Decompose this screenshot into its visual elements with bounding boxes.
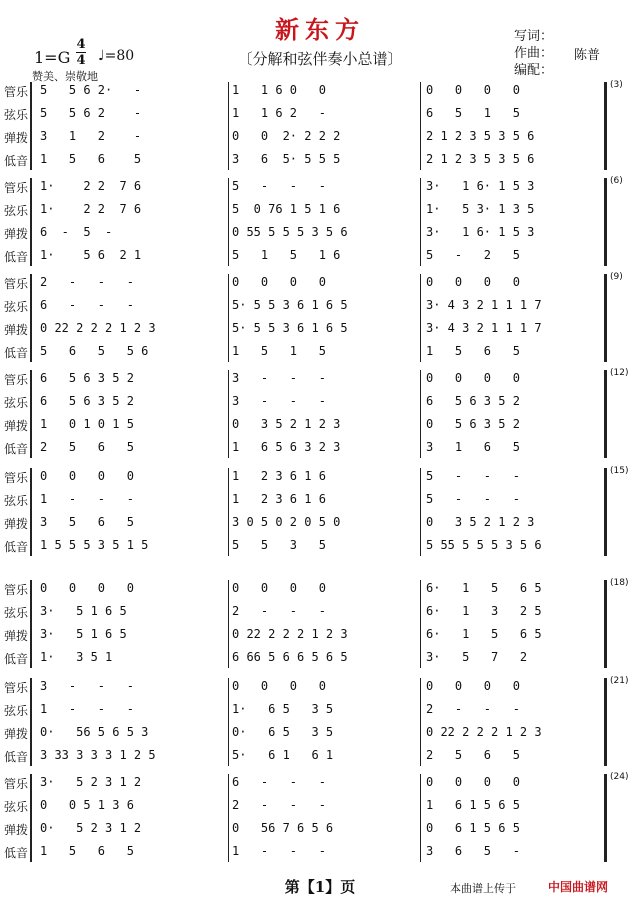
measure: 1 5 5 5 3 5 1 5 bbox=[40, 538, 149, 552]
time-top: 4 bbox=[76, 37, 86, 52]
measure: 0· 56 5 6 5 3 bbox=[40, 725, 149, 739]
measure: 1 6 1 5 6 5 bbox=[426, 798, 520, 812]
measure: 0 22 2 2 2 1 2 3 bbox=[232, 627, 348, 641]
measure: 6· 1 5 6 5 bbox=[426, 581, 542, 595]
instrument-label: 管乐 bbox=[4, 583, 29, 597]
tempo-marking: ♩=80 bbox=[98, 48, 135, 64]
instrument-label: 管乐 bbox=[4, 471, 29, 485]
measure: 0 5 6 3 5 2 bbox=[426, 417, 520, 431]
staff-row bbox=[0, 272, 640, 294]
instrument-label: 弹拨 bbox=[4, 823, 29, 837]
measure: 5 - - - bbox=[426, 469, 520, 483]
site-logo: 中国曲谱网 bbox=[548, 880, 609, 894]
measure: 0 55 5 5 5 3 5 6 bbox=[232, 225, 348, 239]
instrument-label: 弦乐 bbox=[4, 606, 29, 620]
measure: 1 5 6 5 bbox=[426, 344, 520, 358]
measure: 0 22 2 2 2 1 2 3 bbox=[426, 725, 542, 739]
measure: 3 1 6 5 bbox=[426, 440, 520, 454]
measure: 3 6 5· 5 5 5 bbox=[232, 152, 341, 166]
measure: 3· 4 3 2 1 1 1 7 bbox=[426, 321, 542, 335]
measure: 2 1 2 3 5 3 5 6 bbox=[426, 129, 535, 143]
measure: 3· 5 7 2 bbox=[426, 650, 528, 664]
measure: 1 - - - bbox=[40, 702, 134, 716]
instrument-label: 弦乐 bbox=[4, 204, 29, 218]
measure: 6 5 6 3 5 2 bbox=[426, 394, 520, 408]
instrument-label: 管乐 bbox=[4, 777, 29, 791]
staff-row bbox=[0, 578, 640, 600]
measure: 3· 5 2 3 1 2 bbox=[40, 775, 142, 789]
measure: 6 - 5 - bbox=[40, 225, 113, 239]
staff-row bbox=[0, 245, 640, 267]
measure: 1 5 1 5 bbox=[232, 344, 326, 358]
instrument-label: 弹拨 bbox=[4, 727, 29, 741]
measure: 3 5 6 5 bbox=[40, 515, 134, 529]
measure-number: (3) bbox=[610, 80, 623, 90]
system-6 bbox=[0, 578, 640, 670]
staff-row bbox=[0, 295, 640, 317]
measure: 5 - - - bbox=[232, 179, 326, 193]
measure: 0 0 0 0 bbox=[426, 775, 520, 789]
measure: 2 1 2 3 5 3 5 6 bbox=[426, 152, 535, 166]
system-7 bbox=[0, 676, 640, 768]
measure: 6· 1 5 6 5 bbox=[426, 627, 542, 641]
measure: 3 - - - bbox=[232, 394, 326, 408]
score-title: 新东方 bbox=[275, 15, 365, 44]
measure-number: (9) bbox=[610, 272, 623, 282]
measure: 6 5 6 3 5 2 bbox=[40, 394, 134, 408]
measure-number: (6) bbox=[610, 176, 623, 186]
key-signature: 1=G bbox=[34, 48, 71, 67]
measure: 1 6 5 6 3 2 3 bbox=[232, 440, 341, 454]
instrument-label: 管乐 bbox=[4, 85, 29, 99]
measure: 1· 6 5 3 5 bbox=[232, 702, 334, 716]
measure: 3 6 5 - bbox=[426, 844, 520, 858]
measure: 2 - - - bbox=[40, 275, 134, 289]
measure: 0 0 0 0 bbox=[232, 581, 326, 595]
instrument-label: 低音 bbox=[4, 250, 29, 264]
measure-number: (24) bbox=[610, 772, 629, 782]
instrument-label: 管乐 bbox=[4, 681, 29, 695]
measure: 1 1 6 0 0 bbox=[232, 83, 326, 97]
measure: 3 - - - bbox=[40, 679, 134, 693]
score-subtitle: 〔分解和弦伴奏小总谱〕 bbox=[237, 50, 403, 68]
measure: 3· 5 1 6 5 bbox=[40, 604, 127, 618]
measure: 1· 5 6 2 1 bbox=[40, 248, 142, 262]
staff-row bbox=[0, 176, 640, 198]
measure: 3 1 2 - bbox=[40, 129, 142, 143]
measure: 2 - - - bbox=[426, 702, 520, 716]
measure: 5 5 3 5 bbox=[232, 538, 326, 552]
measure: 6 - - - bbox=[232, 775, 326, 789]
measure: 3· 1 6· 1 5 3 bbox=[426, 179, 535, 193]
measure: 1 2 3 6 1 6 bbox=[232, 492, 326, 506]
staff-row bbox=[0, 795, 640, 817]
staff-row bbox=[0, 489, 640, 511]
staff-row bbox=[0, 318, 640, 340]
measure: 0 0 0 0 bbox=[232, 679, 326, 693]
instrument-label: 弹拨 bbox=[4, 517, 29, 531]
instrument-label: 弹拨 bbox=[4, 131, 29, 145]
instrument-label: 弦乐 bbox=[4, 396, 29, 410]
measure: 0 0 0 0 bbox=[426, 83, 520, 97]
system-5 bbox=[0, 466, 640, 558]
system-2 bbox=[0, 176, 640, 268]
measure: 0 0 5 1 3 6 bbox=[40, 798, 134, 812]
expression-marking: 赞美、崇敬地 bbox=[32, 70, 98, 83]
measure: 1 - - - bbox=[232, 844, 326, 858]
page-number: 第【1】页 bbox=[284, 878, 356, 896]
measure: 5 - 2 5 bbox=[426, 248, 520, 262]
instrument-label: 低音 bbox=[4, 154, 29, 168]
measure: 3 0 5 0 2 0 5 0 bbox=[232, 515, 341, 529]
measure: 2 5 6 5 bbox=[40, 440, 134, 454]
measure-number: (15) bbox=[610, 466, 629, 476]
staff-row bbox=[0, 772, 640, 794]
instrument-label: 弦乐 bbox=[4, 494, 29, 508]
staff-row bbox=[0, 818, 640, 840]
arranger-label: 编配： bbox=[514, 63, 554, 78]
staff-row bbox=[0, 722, 640, 744]
measure: 0 6 1 5 6 5 bbox=[426, 821, 520, 835]
measure: 1 5 6 5 bbox=[40, 844, 134, 858]
measure: 0 0 0 0 bbox=[40, 469, 134, 483]
instrument-label: 弹拨 bbox=[4, 629, 29, 643]
staff-row bbox=[0, 341, 640, 363]
measure: 1· 2 2 7 6 bbox=[40, 179, 142, 193]
staff-row bbox=[0, 676, 640, 698]
measure: 5 55 5 5 5 3 5 6 bbox=[426, 538, 542, 552]
measure: 5 0 76 1 5 1 6 bbox=[232, 202, 341, 216]
measure: 0· 6 5 3 5 bbox=[232, 725, 334, 739]
measure: 3 33 3 3 3 1 2 5 bbox=[40, 748, 156, 762]
measure: 2 - - - bbox=[232, 798, 326, 812]
measure: 5 5 6 2 - bbox=[40, 106, 142, 120]
measure: 2 - - - bbox=[232, 604, 326, 618]
measure: 3· 5 1 6 5 bbox=[40, 627, 127, 641]
measure: 3· 4 3 2 1 1 1 7 bbox=[426, 298, 542, 312]
measure: 6· 1 3 2 5 bbox=[426, 604, 542, 618]
source-note: 本曲谱上传于 bbox=[450, 882, 516, 895]
instrument-label: 低音 bbox=[4, 540, 29, 554]
instrument-label: 弹拨 bbox=[4, 227, 29, 241]
staff-row bbox=[0, 80, 640, 102]
measure: 1· 3 5 1 bbox=[40, 650, 113, 664]
system-4 bbox=[0, 368, 640, 460]
time-bottom: 4 bbox=[76, 53, 86, 68]
measure: 1 5 6 5 bbox=[40, 152, 142, 166]
author-name: 陈普 bbox=[574, 48, 601, 63]
measure: 5 1 5 1 6 bbox=[232, 248, 341, 262]
measure: 2 5 6 5 bbox=[426, 748, 520, 762]
instrument-label: 弦乐 bbox=[4, 108, 29, 122]
measure: 1 1 6 2 - bbox=[232, 106, 326, 120]
measure: 0 0 2· 2 2 2 bbox=[232, 129, 341, 143]
measure: 5· 6 1 6 1 bbox=[232, 748, 334, 762]
instrument-label: 管乐 bbox=[4, 181, 29, 195]
staff-row bbox=[0, 222, 640, 244]
measure: 1 2 3 6 1 6 bbox=[232, 469, 326, 483]
measure: 1· 2 2 7 6 bbox=[40, 202, 142, 216]
staff-row bbox=[0, 841, 640, 863]
measure: 0 22 2 2 2 1 2 3 bbox=[40, 321, 156, 335]
measure-number: (21) bbox=[610, 676, 629, 686]
measure: 6 - - - bbox=[40, 298, 134, 312]
measure: 6 5 6 3 5 2 bbox=[40, 371, 134, 385]
measure: 0 0 0 0 bbox=[426, 371, 520, 385]
measure: 5 - - - bbox=[426, 492, 520, 506]
time-signature bbox=[76, 38, 86, 67]
staff-row bbox=[0, 745, 640, 767]
staff-row bbox=[0, 535, 640, 557]
measure: 0 0 0 0 bbox=[426, 275, 520, 289]
measure: 5 5 6 2· - bbox=[40, 83, 142, 97]
staff-row bbox=[0, 126, 640, 148]
instrument-label: 低音 bbox=[4, 750, 29, 764]
staff-row bbox=[0, 466, 640, 488]
measure: 0 0 0 0 bbox=[232, 275, 326, 289]
instrument-label: 低音 bbox=[4, 652, 29, 666]
measure: 3 - - - bbox=[232, 371, 326, 385]
system-3 bbox=[0, 272, 640, 364]
instrument-label: 低音 bbox=[4, 346, 29, 360]
instrument-label: 弦乐 bbox=[4, 800, 29, 814]
measure: 0 56 7 6 5 6 bbox=[232, 821, 334, 835]
measure: 6 66 5 6 6 5 6 5 bbox=[232, 650, 348, 664]
instrument-label: 弹拨 bbox=[4, 419, 29, 433]
measure: 1 0 1 0 1 5 bbox=[40, 417, 134, 431]
staff-row bbox=[0, 414, 640, 436]
measure: 5· 5 5 3 6 1 6 5 bbox=[232, 298, 348, 312]
composer-label: 作曲： bbox=[514, 46, 554, 61]
measure: 5 6 5 5 6 bbox=[40, 344, 149, 358]
measure: 0 3 5 2 1 2 3 bbox=[426, 515, 535, 529]
measure: 0 0 0 0 bbox=[40, 581, 134, 595]
instrument-label: 弹拨 bbox=[4, 323, 29, 337]
system-8 bbox=[0, 772, 640, 864]
staff-row bbox=[0, 512, 640, 534]
instrument-label: 管乐 bbox=[4, 373, 29, 387]
measure: 1· 5 3· 1 3 5 bbox=[426, 202, 535, 216]
measure: 5· 5 5 3 6 1 6 5 bbox=[232, 321, 348, 335]
instrument-label: 弦乐 bbox=[4, 704, 29, 718]
system-1 bbox=[0, 80, 640, 172]
measure-number: (12) bbox=[610, 368, 629, 378]
instrument-label: 管乐 bbox=[4, 277, 29, 291]
staff-row bbox=[0, 624, 640, 646]
measure-number: (18) bbox=[610, 578, 629, 588]
staff-row bbox=[0, 601, 640, 623]
measure: 0· 5 2 3 1 2 bbox=[40, 821, 142, 835]
instrument-label: 低音 bbox=[4, 846, 29, 860]
measure: 1 - - - bbox=[40, 492, 134, 506]
credits bbox=[514, 28, 553, 79]
staff-row bbox=[0, 699, 640, 721]
measure: 3· 1 6· 1 5 3 bbox=[426, 225, 535, 239]
measure: 6 5 1 5 bbox=[426, 106, 520, 120]
staff-row bbox=[0, 391, 640, 413]
instrument-label: 低音 bbox=[4, 442, 29, 456]
measure: 0 0 0 0 bbox=[426, 679, 520, 693]
measure: 0 3 5 2 1 2 3 bbox=[232, 417, 341, 431]
staff-row bbox=[0, 647, 640, 669]
lyricist-label: 写词： bbox=[514, 29, 554, 44]
staff-row bbox=[0, 199, 640, 221]
staff-row bbox=[0, 437, 640, 459]
staff-row bbox=[0, 368, 640, 390]
staff-row bbox=[0, 103, 640, 125]
instrument-label: 弦乐 bbox=[4, 300, 29, 314]
staff-row bbox=[0, 149, 640, 171]
